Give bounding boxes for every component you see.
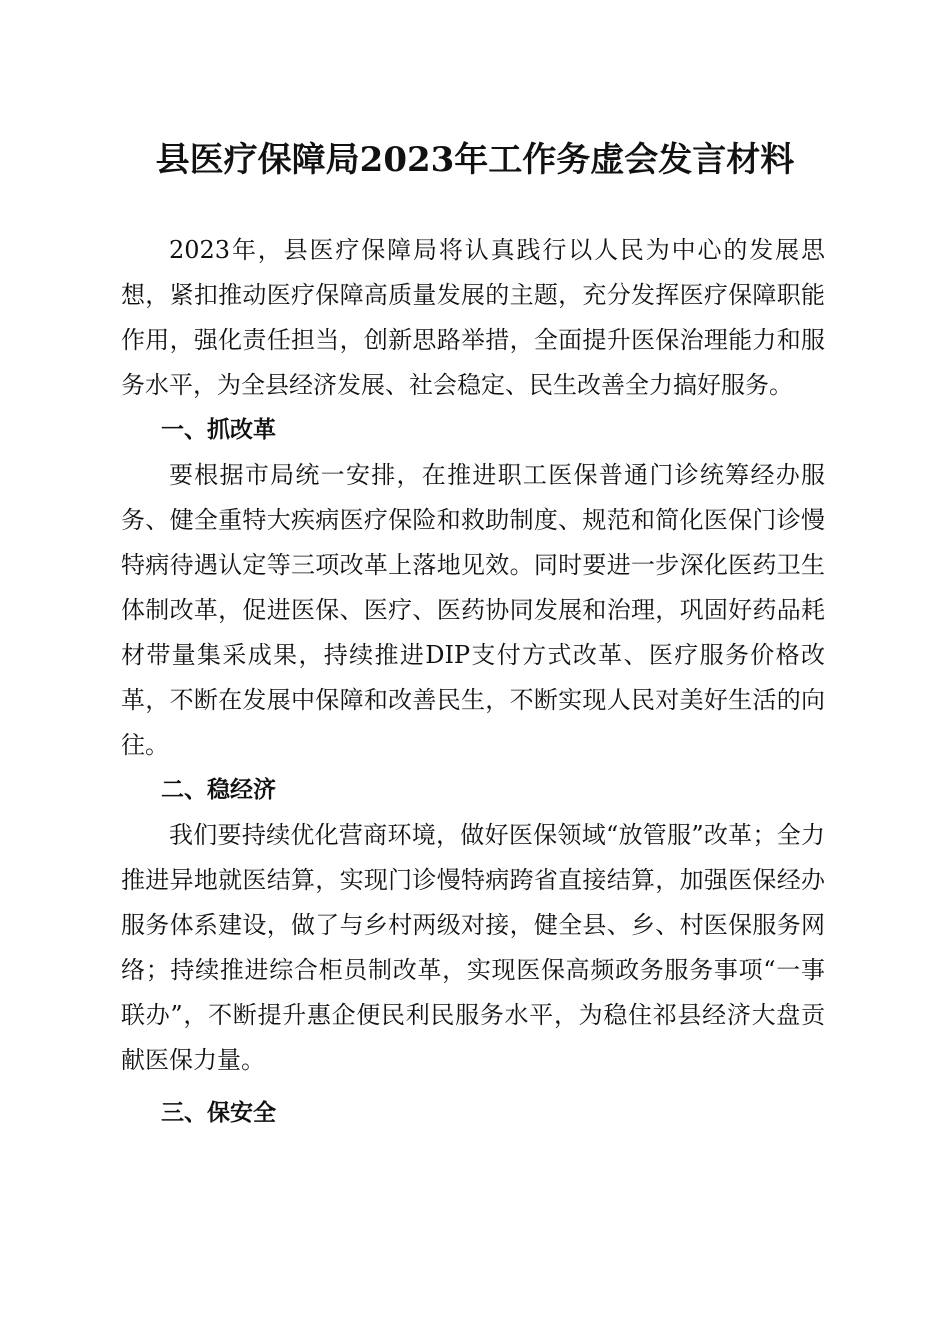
section-heading-reform: 一、抓改革 <box>161 417 276 443</box>
section-paragraph-economy: 我们要持续优化营商环境，做好医保领域“放管服”改革；全力推进异地就医结算，实现门诊慢特病跨省直接结算，加强医保经办服务体系建设，做了与乡村两级对接，健全县、乡、村医保服务网络；持续推进综合柜员制改革，实现医保高频政务服务事项“一事联办”，不断提升惠企便民利民服务水平，为稳住祁县经济大盘贡献医保力量。 <box>121 821 825 1074</box>
document-body <box>121 228 825 1136</box>
section-paragraph-reform: 要根据市局统一安排，在推进职工医保普通门诊统筹经办服务、健全重特大疾病医疗保险和救助制度、规范和简化医保门诊慢特病待遇认定等三项改革上落地见效。同时要进一步深化医药卫生体制改革，促进医保、医疗、医药协同发展和治理，巩固好药品耗材带量集采成果，持续推进DIP支付方式改革、医疗服务价格改革，不断在发展中保障和改善民生，不断实现人民对美好生活的向往。 <box>121 461 825 759</box>
section-heading-economy: 二、稳经济 <box>161 777 276 803</box>
document-title: 县医疗保障局2023年工作务虚会发言材料 <box>155 140 795 180</box>
intro-paragraph: 2023年，县医疗保障局将认真践行以人民为中心的发展思想，紧扣推动医疗保障高质量发展的主题，充分发挥医疗保障职能作用，强化责任担当，创新思路举措，全面提升医保治理能力和服务水平，为全县经济发展、社会稳定、民生改善全力搞好服务。 <box>121 236 825 399</box>
section-heading-safety: 三、保安全 <box>161 1100 276 1126</box>
